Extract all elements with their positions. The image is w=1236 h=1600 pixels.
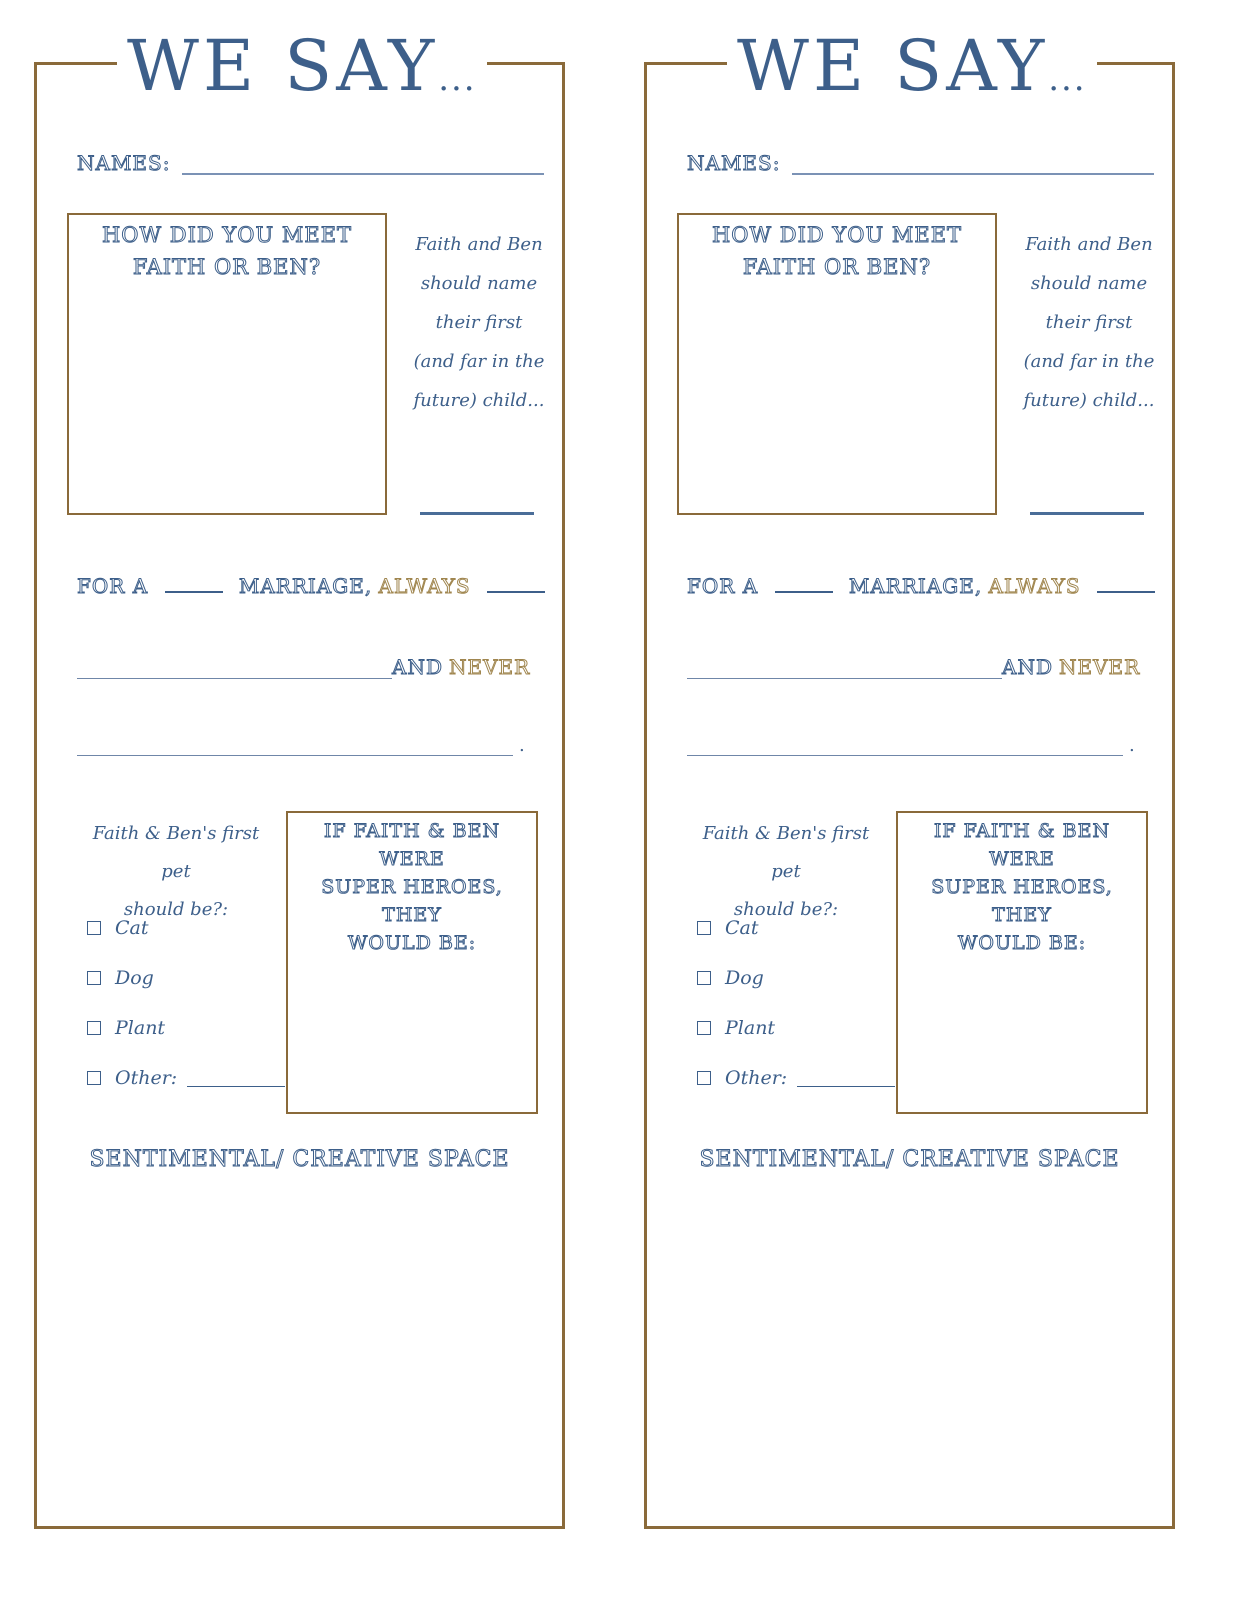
names-row [687, 147, 1154, 175]
never-word: NEVER [1058, 655, 1141, 679]
pet-option-label: Plant [115, 1017, 166, 1039]
checkbox-icon[interactable] [697, 971, 711, 985]
pet-option-label: Plant [725, 1017, 776, 1039]
child-line: should name [1030, 273, 1148, 294]
pet-heading-line2: should be?: [123, 899, 229, 920]
creative-space-label: SENTIMENTAL/ CREATIVE SPACE [89, 1147, 510, 1172]
child-name-field[interactable] [1030, 512, 1144, 515]
pet-option-dog[interactable] [87, 953, 285, 1003]
marriage-prefix: FOR A [687, 574, 759, 598]
and-word: AND [1002, 655, 1053, 679]
pet-heading-line1: Faith & Ben's first pet [92, 823, 260, 882]
pet-options [697, 903, 895, 1103]
pet-options [87, 903, 285, 1103]
pet-option-label: Cat [725, 917, 759, 939]
hero-line: IF FAITH & BEN WERE [933, 820, 1111, 870]
never-field[interactable] [77, 735, 513, 756]
super-hero-box[interactable] [286, 811, 538, 1114]
other-pet-field[interactable] [797, 1070, 895, 1087]
hero-line: IF FAITH & BEN WERE [323, 820, 501, 870]
never-row [77, 655, 530, 679]
period: . [519, 735, 525, 756]
super-hero-box[interactable] [896, 811, 1148, 1114]
pet-heading-line1: Faith & Ben's first pet [702, 823, 870, 882]
names-label: NAMES: [687, 151, 781, 175]
names-field[interactable] [182, 147, 544, 175]
always-blank[interactable] [487, 573, 545, 593]
child-line: future) child... [413, 390, 545, 411]
meet-question-line1: HOW DID YOU MEET [101, 223, 353, 247]
marriage-word: MARRIAGE, [238, 574, 373, 598]
names-field[interactable] [792, 147, 1154, 175]
period: . [1129, 735, 1135, 756]
marriage-prefix: FOR A [77, 574, 149, 598]
never-row [687, 655, 1140, 679]
pet-heading-line2: should be?: [733, 899, 839, 920]
meet-question-line2: FAITH OR BEN? [742, 255, 932, 279]
card-title [117, 25, 487, 114]
meet-question-box[interactable] [677, 213, 997, 515]
always-continuation-field[interactable] [687, 658, 1002, 679]
card-left [34, 25, 565, 1529]
names-label: NAMES: [77, 151, 171, 175]
marriage-blank[interactable] [165, 573, 223, 593]
pet-option-cat[interactable] [87, 903, 285, 953]
child-line: future) child... [1023, 390, 1155, 411]
marriage-row [77, 573, 555, 598]
title-dots: ... [438, 59, 477, 99]
marriage-blank[interactable] [775, 573, 833, 593]
pet-option-label: Dog [725, 967, 764, 989]
checkbox-icon[interactable] [87, 1021, 101, 1035]
never-word: NEVER [448, 655, 531, 679]
never-answer-row [77, 735, 525, 756]
pet-option-label: Other: [115, 1067, 178, 1089]
always-word: ALWAYS [988, 574, 1081, 598]
pet-option-plant[interactable] [697, 1003, 895, 1053]
checkbox-icon[interactable] [697, 921, 711, 935]
checkbox-icon[interactable] [87, 921, 101, 935]
hero-line: WOULD BE: [347, 932, 477, 954]
always-continuation-field[interactable] [77, 658, 392, 679]
pet-option-label: Cat [115, 917, 149, 939]
pet-option-label: Other: [725, 1067, 788, 1089]
child-line: their first [435, 312, 523, 333]
child-line: Faith and Ben [415, 234, 543, 255]
card-title [727, 25, 1097, 114]
card-right [644, 25, 1175, 1529]
marriage-row [687, 573, 1165, 598]
pet-option-other[interactable] [87, 1053, 285, 1103]
child-line: their first [1045, 312, 1133, 333]
checkbox-icon[interactable] [697, 1071, 711, 1085]
always-word: ALWAYS [378, 574, 471, 598]
pet-option-plant[interactable] [87, 1003, 285, 1053]
hero-line: SUPER HEROES, THEY [931, 876, 1113, 926]
and-word: AND [392, 655, 443, 679]
meet-question-line1: HOW DID YOU MEET [711, 223, 963, 247]
hero-line: SUPER HEROES, THEY [321, 876, 503, 926]
title-dots: ... [1048, 59, 1087, 99]
hero-line: WOULD BE: [957, 932, 1087, 954]
names-row [77, 147, 544, 175]
creative-space-label: SENTIMENTAL/ CREATIVE SPACE [699, 1147, 1120, 1172]
other-pet-field[interactable] [187, 1070, 285, 1087]
child-line: should name [420, 273, 538, 294]
child-line: (and far in the [1023, 351, 1155, 372]
checkbox-icon[interactable] [697, 1021, 711, 1035]
always-blank[interactable] [1097, 573, 1155, 593]
child-line: Faith and Ben [1025, 234, 1153, 255]
pet-option-cat[interactable] [697, 903, 895, 953]
child-name-prompt [1019, 225, 1159, 420]
pet-option-label: Dog [115, 967, 154, 989]
title-text: WE SAY [737, 25, 1049, 107]
never-field[interactable] [687, 735, 1123, 756]
pet-option-dog[interactable] [697, 953, 895, 1003]
child-name-field[interactable] [420, 512, 534, 515]
child-line: (and far in the [413, 351, 545, 372]
checkbox-icon[interactable] [87, 971, 101, 985]
title-text: WE SAY [127, 25, 439, 107]
marriage-word: MARRIAGE, [848, 574, 983, 598]
meet-question-box[interactable] [67, 213, 387, 515]
pet-option-other[interactable] [697, 1053, 895, 1103]
child-name-prompt [409, 225, 549, 420]
checkbox-icon[interactable] [87, 1071, 101, 1085]
never-answer-row [687, 735, 1135, 756]
meet-question-line2: FAITH OR BEN? [132, 255, 322, 279]
